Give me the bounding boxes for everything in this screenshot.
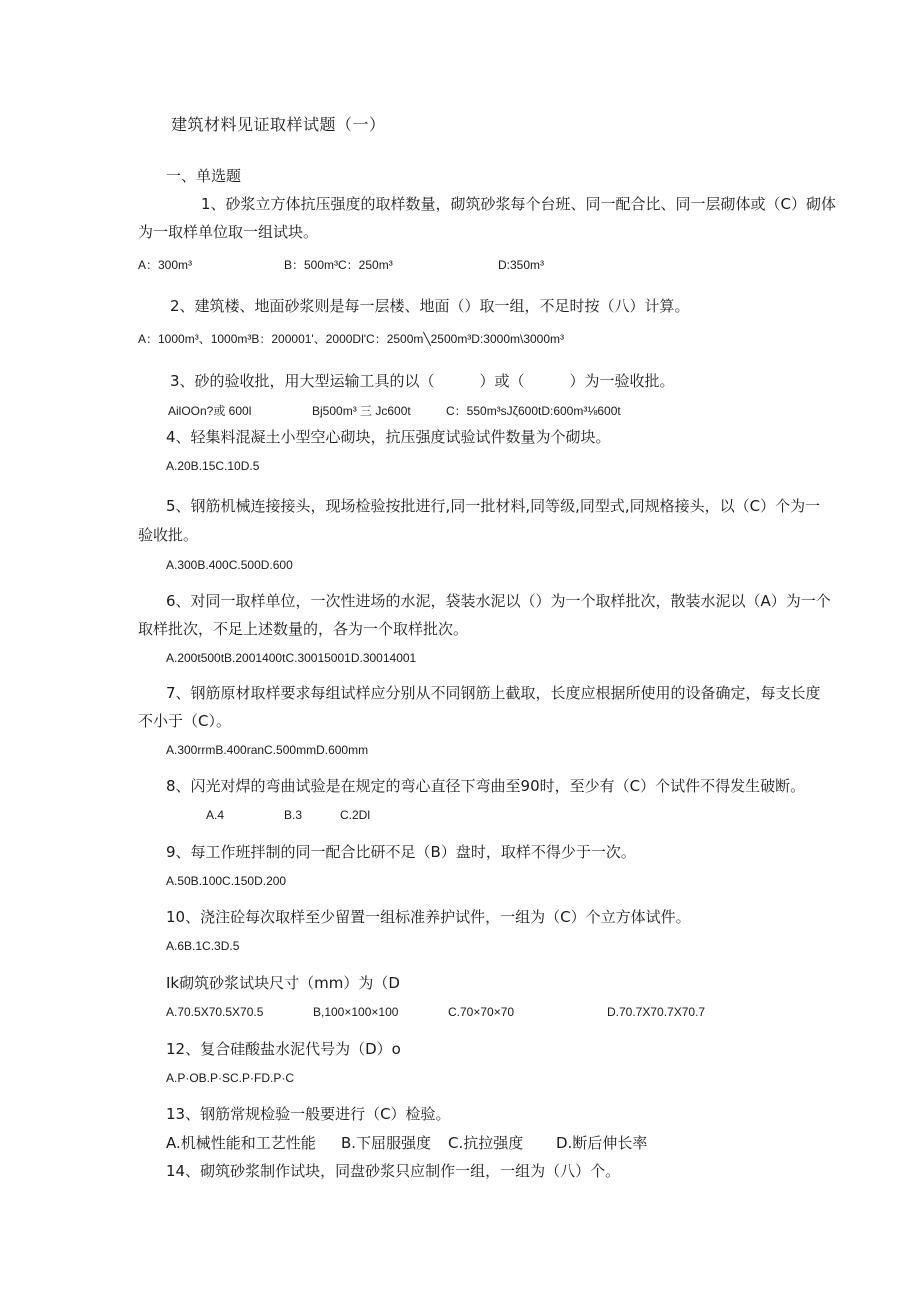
- option-c: C.抗拉强度: [448, 1134, 524, 1152]
- page-title: 建筑材料见证取样试题（一）: [171, 115, 386, 134]
- question-text: 10、浇注砼每次取样至少留置一组标准养护试件，一组为（C）个立方体试件。: [166, 908, 691, 926]
- options-line: A.50B.100C.150D.200: [166, 874, 287, 888]
- options-line: A.300rrmB.400ranC.500mmD.600mm: [166, 743, 369, 757]
- question-text: 12、复合硅酸盐水泥代号为（D）o: [166, 1040, 401, 1058]
- question-text: 8、闪光对焊的弯曲试验是在规定的弯心直径下弯曲至90时，至少有（C）个试件不得发生破断。: [166, 777, 806, 795]
- question-text: 14、砌筑砂浆制作试块，同盘砂浆只应制作一组，一组为（八）个。: [166, 1162, 621, 1180]
- option-d: D.70.7X70.7X70.7: [607, 1005, 706, 1019]
- option-c: C.70×70×70: [448, 1005, 515, 1019]
- option-b: B.3: [284, 808, 303, 822]
- section-heading: 一、单选题: [166, 167, 242, 185]
- question-text: 3、砂的验收批，用大型运输工具的以（ ）或（ ）为一验收批。: [170, 372, 675, 390]
- question-text: 1、砂浆立方体抗压强度的取样数量，砌筑砂浆每个台班、同一配合比、同一层砌体或（C）砌体: [201, 195, 837, 213]
- question-text: 7、钢筋原材取样要求每组试样应分别从不同钢筋上截取，长度应根据所使用的设备确定，每支长度: [166, 684, 821, 702]
- option-bc: B：500m³C：250m³: [284, 258, 393, 272]
- question-text-continued: 为一取样单位取一组试块。: [138, 223, 319, 241]
- options-line: A.P·OB.P·SC.P·FD.P·C: [166, 1071, 295, 1085]
- question-text: Ik砌筑砂浆试块尺寸（mm）为（D: [166, 974, 400, 992]
- options-line: A.20B.15C.10D.5: [166, 459, 260, 473]
- option-a: A.4: [206, 808, 225, 822]
- question-text: 5、钢筋机械连接接头，现场检验按批进行,同一批材料,同等级,同型式,同规格接头，以（C）个为一: [166, 497, 821, 515]
- option-a: A：300m³: [138, 258, 193, 272]
- option-d: D.断后伸长率: [556, 1134, 648, 1152]
- option-b: Bj500m³ 三 Jc600t: [312, 404, 411, 418]
- option-b: B.下屈服强度: [341, 1134, 432, 1152]
- options-line: A.300B.400C.500D.600: [166, 558, 293, 572]
- option-a: A.70.5X70.5X70.5: [166, 1005, 264, 1019]
- options-line: A.200t500tB.2001400tC.30015001D.30014001: [166, 651, 417, 665]
- question-text: 9、每工作班拌制的同一配合比研不足（B）盘时，取样不得少于一次。: [166, 843, 636, 861]
- question-text: 4、轻集料混凝土小型空心砌块，抗压强度试验试件数量为个砌块。: [166, 428, 611, 446]
- question-text: 2、建筑楼、地面砂浆则是每一层楼、地面（）取一组，不足时按（八）计算。: [170, 297, 690, 315]
- options-line: A：1000m³、1000m³B：200001'、2000Dl'C：2500m╲2500m³D:3000m\3000m³: [138, 332, 565, 346]
- question-text-continued: 不小于（C）。: [138, 712, 231, 730]
- option-a: A.机械性能和工艺性能: [166, 1134, 316, 1152]
- options-line: A.6B.1C.3D.5: [166, 939, 240, 953]
- question-text: 6、对同一取样单位，一次性进场的水泥，袋装水泥以（）为一个取样批次，散装水泥以（A）为一个: [166, 592, 831, 610]
- option-cd: C：550m³sJζ600tD:600m³⅛600t: [446, 404, 621, 418]
- question-text: 13、钢筋常规检验一般要进行（C）检验。: [166, 1105, 451, 1123]
- option-c: C.2Dl: [340, 808, 371, 822]
- question-text-continued: 取样批次，不足上述数量的，各为一个取样批次。: [138, 620, 469, 638]
- option-b: B,100×100×100: [313, 1005, 399, 1019]
- option-d: D:350m³: [498, 258, 545, 272]
- question-text-continued: 验收批。: [138, 526, 199, 544]
- option-a: AilOOn?或 600l: [168, 404, 252, 418]
